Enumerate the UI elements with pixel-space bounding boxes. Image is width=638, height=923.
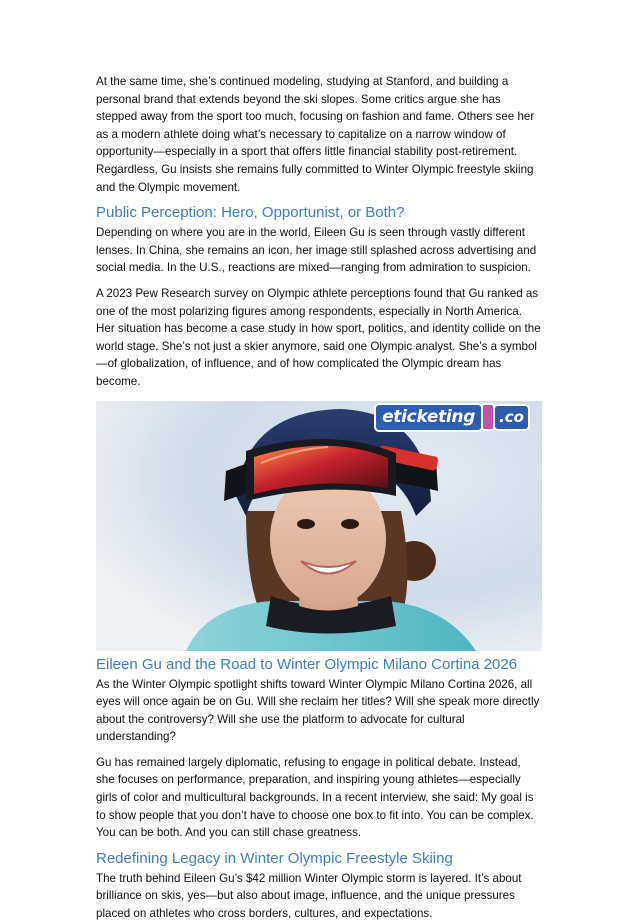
paragraph-legacy-1: The truth behind Eileen Gu’s $42 million Winter Olympic storm is layered. It’s about brilliance on skis, yes—but also about image, influence, and the unique pressures placed on athletes who cross borders, cultures, and expectations. [96, 871, 522, 921]
watermark-word: eticketing [376, 405, 481, 430]
paragraph-perception-2: A 2023 Pew Research survey on Olympic athlete perceptions found that Gu ranked as one of the most polarizing figures among respondents, especially in North America. Her situation has become a case study in how sport, politics, and identity collide on the world stage. She’s not just a skier anymore, said one Olympic analyst. She’s a symbol—of globalization, of influence, and of how complicated the Olympic dream has become. [96, 286, 541, 388]
section-heading-redefining-legacy: Redefining Legacy in Winter Olympic Freestyle Skiing [96, 849, 453, 867]
paragraph-perception-1: Depending on where you are in the world, Eileen Gu is seen through vastly different lenses. In China, she remains an icon, her image still splashed across advertising and social media. In the U.S., reactions are mixed—ranging from admiration to suspicion. [96, 226, 537, 275]
section-heading-public-perception: Public Perception: Hero, Opportunist, or Both? [96, 204, 405, 222]
ticket-icon [483, 405, 493, 429]
intro-paragraph: At the same time, she’s continued modeling, studying at Stanford, and building a personal brand that extends beyond the ski slopes. Some critics argue she has stepped away from the sport too much, focusing on fashion and fame. Others see her as a modern athlete doing what’s necessary to capitalize on a narrow window of opportunity—especially in a sport that offers little financial stability post-retirement. Regardless, Gu insists she remains fully committed to Winter Olympic freestyle skiing and the Olympic movement. [96, 75, 535, 194]
section-heading-milano-cortina: Eileen Gu and the Road to Winter Olympic Milano Cortina 2026 [96, 655, 518, 673]
watermark-tld: .co [495, 406, 528, 429]
watermark-logo [376, 405, 528, 430]
paragraph-milano-1: As the Winter Olympic spotlight shifts toward Winter Olympic Milano Cortina 2026, all eyes will once again be on Gu. Will she reclaim her titles? Will she speak more directly about the controversy? Will she use the platform to advocate for cultural understanding? [96, 677, 540, 744]
paragraph-milano-2: Gu has remained largely diplomatic, refusing to engage in political debate. Instead, she focuses on performance, preparation, and inspiring young athletes—especially girls of color and multicultural backgrounds. In a recent interview, she said: My goal is to show people that you don’t have to choose one box to fit into. You can be complex. You can be both. And you can still chase greatness. [96, 755, 534, 840]
athlete-photo [96, 401, 542, 651]
athlete-photo-illustration [96, 401, 542, 651]
